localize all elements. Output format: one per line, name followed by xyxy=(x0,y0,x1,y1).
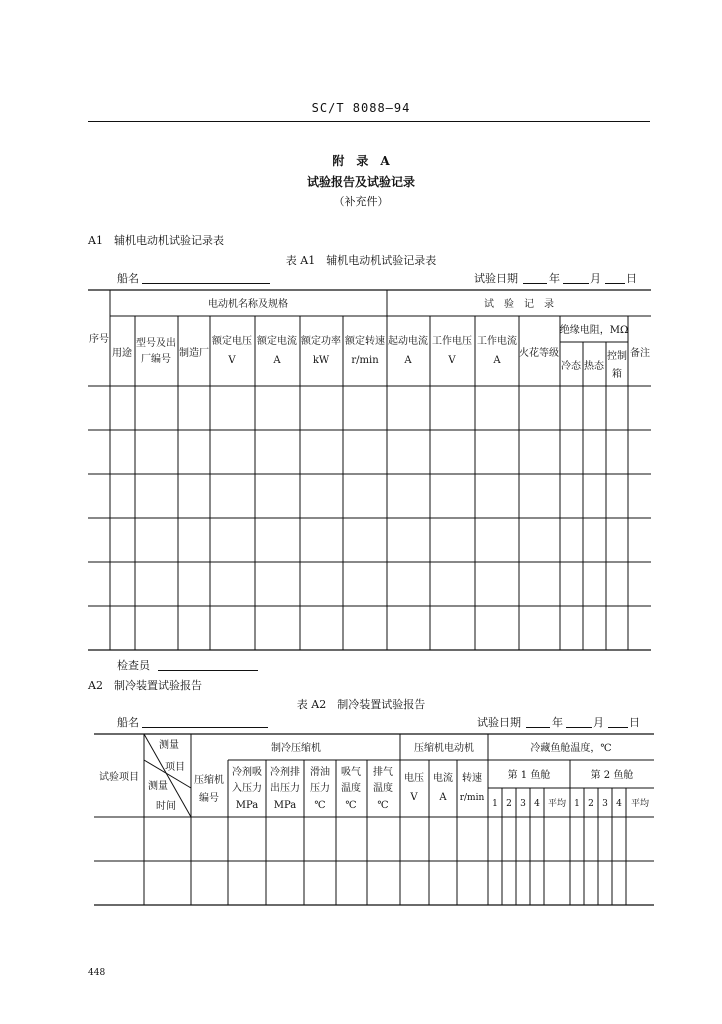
a1-col-model-2: 厂编号 xyxy=(141,354,171,365)
a1-col-ctrl-1: 控制 xyxy=(607,351,627,362)
a2-disc-p-1: 冷剂排 xyxy=(270,767,300,778)
a2-h2-n1: 1 xyxy=(574,799,580,809)
a2-col-item: 试验项目 xyxy=(99,772,139,783)
a1-col-rated-a: 额定电流 xyxy=(257,336,297,347)
a2-h1-n1: 1 xyxy=(492,799,498,809)
a1-ship-name-label: 船名 xyxy=(117,272,139,285)
a2-suct-p-1: 冷剂吸 xyxy=(232,767,262,778)
a2-diag-left: 测量 xyxy=(148,781,168,792)
a1-col-insul: 绝缘电阻，MΩ xyxy=(559,325,629,336)
a2-hold1: 第 1 鱼舱 xyxy=(507,770,551,781)
table-a2-caption: 表 A2 制冷装置试验报告 xyxy=(296,698,426,711)
a1-test-date-label: 试验日期 xyxy=(474,272,518,285)
appendix-subtitle: 试验报告及试验记录 xyxy=(306,175,415,189)
a1-col-start-a-unit: A xyxy=(404,355,412,366)
a1-col-rated-p-unit: kW xyxy=(312,355,330,366)
a1-inspector-label: 检查员 xyxy=(117,659,150,672)
a2-suct-t-unit: ℃ xyxy=(345,800,357,811)
a1-col-work-a: 工作电流 xyxy=(477,336,517,347)
a1-col-use: 用途 xyxy=(112,348,132,359)
a2-day-label: 日 xyxy=(629,716,640,729)
a1-col-rated-v-unit: V xyxy=(228,355,236,366)
a1-col-cold: 冷态 xyxy=(561,361,581,372)
a2-group-comp: 制冷压缩机 xyxy=(271,743,321,754)
section-a1-heading: A1 辅机电动机试验记录表 xyxy=(88,234,224,247)
a2-test-date-label: 试验日期 xyxy=(477,716,521,729)
a1-col-rated-s: 额定转速 xyxy=(345,336,385,347)
a2-diag-top: 测量 xyxy=(159,740,179,751)
a2-ship-name-field[interactable] xyxy=(142,727,268,728)
a2-diag-bottom: 时间 xyxy=(156,801,176,812)
a1-inspector-field[interactable] xyxy=(158,670,258,671)
a1-col-start-a: 起动电流 xyxy=(388,336,428,347)
a1-col-rated-v: 额定电压 xyxy=(212,336,252,347)
a2-disc-p-unit: MPa xyxy=(273,800,297,811)
a2-day-field[interactable] xyxy=(608,727,628,728)
a1-group-motor: 电动机名称及规格 xyxy=(208,299,288,310)
a2-group-hold: 冷藏鱼舱温度，℃ xyxy=(530,743,612,754)
a2-suct-t-1: 吸气 xyxy=(341,767,361,778)
a1-col-hot: 热态 xyxy=(584,361,604,372)
a1-group-test: 试 验 记 录 xyxy=(484,299,554,310)
a1-col-spark: 火花等级 xyxy=(519,348,559,359)
a2-disc-t-unit: ℃ xyxy=(377,800,389,811)
a2-suct-t-2: 温度 xyxy=(341,783,361,794)
appendix-note: （补充件） xyxy=(333,195,389,208)
a1-month-label: 月 xyxy=(590,272,601,285)
a1-col-rated-a-unit: A xyxy=(273,355,281,366)
a2-oil-p-unit: ℃ xyxy=(314,800,326,811)
a1-col-rated-s-unit: r/min xyxy=(351,355,379,366)
a1-col-work-v-unit: V xyxy=(448,355,456,366)
a2-volt: 电压 xyxy=(404,773,424,784)
a2-suct-p-unit: MPa xyxy=(235,800,259,811)
a2-h2-n2: 2 xyxy=(588,799,594,809)
a2-disc-t-1: 排气 xyxy=(373,767,393,778)
a2-h1-n3: 3 xyxy=(520,799,526,809)
standard-code: SC/T 8088—94 xyxy=(311,101,411,115)
a2-h1-avg: 平均 xyxy=(547,799,567,809)
appendix-title: 附 录 A xyxy=(332,154,390,168)
table-a1-caption: 表 A1 辅机电动机试验记录表 xyxy=(285,254,437,267)
a2-hold2: 第 2 鱼舱 xyxy=(590,770,634,781)
a2-group-motor: 压缩机电动机 xyxy=(414,743,474,754)
a2-h2-n3: 3 xyxy=(602,799,608,809)
a1-col-remark: 备注 xyxy=(630,348,650,359)
a1-col-ctrl-2: 箱 xyxy=(612,369,622,380)
a2-suct-p-2: 入压力 xyxy=(232,783,262,794)
a2-oil-p-2: 压力 xyxy=(310,783,330,794)
a2-curr: 电流 xyxy=(433,773,453,784)
a2-ship-name-label: 船名 xyxy=(117,716,139,729)
a1-year-label: 年 xyxy=(549,272,560,285)
a2-month-label: 月 xyxy=(593,716,604,729)
a2-disc-t-2: 温度 xyxy=(373,783,393,794)
a2-h2-n4: 4 xyxy=(616,799,622,809)
a1-col-work-a-unit: A xyxy=(493,355,501,366)
a2-speed: 转速 xyxy=(462,773,482,784)
table-a2 xyxy=(94,734,654,905)
a2-h2-avg: 平均 xyxy=(630,799,650,809)
a2-disc-p-2: 出压力 xyxy=(270,783,300,794)
a2-month-field[interactable] xyxy=(566,727,592,728)
a1-col-model-1: 型号及出 xyxy=(136,338,176,349)
a2-curr-unit: A xyxy=(439,792,447,803)
a2-h1-n4: 4 xyxy=(534,799,540,809)
a2-diag-mid: 项目 xyxy=(165,762,185,773)
a2-volt-unit: V xyxy=(410,792,418,803)
a2-year-field[interactable] xyxy=(526,727,550,728)
a1-col-maker: 制造厂 xyxy=(179,348,209,359)
a1-day-label: 日 xyxy=(626,272,637,285)
a2-comp-no-2: 编号 xyxy=(199,793,219,804)
a2-year-label: 年 xyxy=(552,716,563,729)
a2-oil-p-1: 滑油 xyxy=(310,767,330,778)
a2-speed-unit: r/min xyxy=(459,793,485,803)
a1-col-work-v: 工作电压 xyxy=(432,336,472,347)
section-a2-heading: A2 制冷装置试验报告 xyxy=(88,679,202,692)
a1-col-seq: 序号 xyxy=(89,334,109,345)
page-number: 448 xyxy=(88,968,106,978)
a2-comp-no-1: 压缩机 xyxy=(194,775,224,786)
a2-h1-n2: 2 xyxy=(506,799,512,809)
a1-col-rated-p: 额定功率 xyxy=(301,336,341,347)
